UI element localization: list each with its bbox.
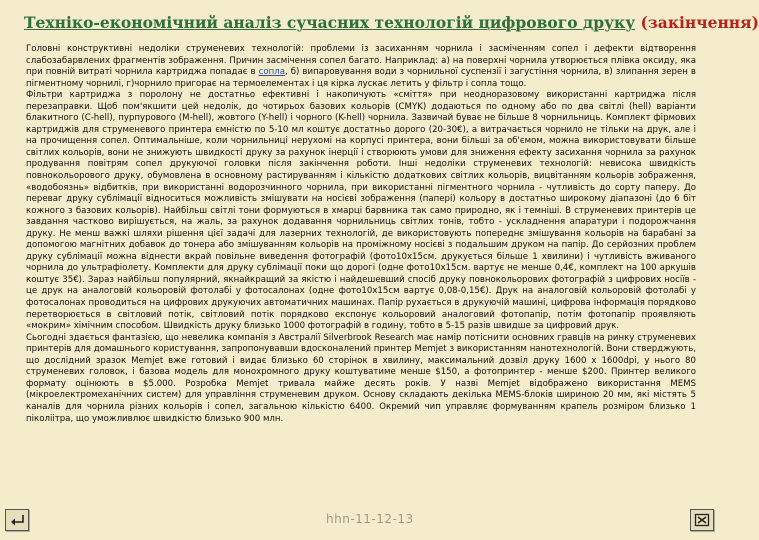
footer-watermark: hhn-11-12-13 [326, 512, 414, 526]
paragraph-memjet: Сьогодні здається фантазією, що невелика компанія з Австралії Silverbrook Research має намір потіснити основних гравців на ринку струменевих принтерів для домашнього користування, запропонувавши вдосконалений принтер Memjet з використанням нанотехнологій. Вони стверджують, що дослідний зразок Memjet вже готовий і видає близько 60 сторінок в хвилину, максимальний дозвіл друку 1600 х 1600dpi, у нього 80 струменевих головок, і базова модель для монохромного друку коштуватиме менше $150, а фотопринтер - менше $200. Принтер великого формату оцінюють в $5.000. Розробка Memjet тривала майже десять років. У назві Memjet відображено використання MEMS (мікроелектромеханічних систем) для управління струменевим друком. Основу складають декілька MEMS-блоків шириною 20 мм, які містять 5 каналів для чорнила різних кольорів і сопел, загальною кількістю 6400. Окремий чип управляє формуванням крапель розміром близько 1 піколіітра, що уможливлює швидкістю близько 900 млн. [26, 332, 696, 424]
slide-title-main: Техніко-економічний аналіз сучасних технологій цифрового друку [24, 13, 636, 32]
slide-body [26, 44, 696, 425]
slide-title-suffix: (закінчення) [640, 13, 759, 32]
slide-title [24, 13, 759, 33]
paragraph-problems-text-b: , б) випаровування води з чорнильної суспензії і загустіння чорнила, в) злипання зерен в пігментному чорнилі, г)чорнило пригорає на термоелементах і ця кірка лускає летить у фільтр і сопла тощо. [26, 67, 696, 89]
paragraph-problems-text-a: Головні конструктивні недоліки струменевих технологій: проблеми із засиханням чорнила і засміченням сопел і дефекти відтворення слабозабарвлених фрагментів зображення. Причин засмічення сопел багато. Наприклад: а) на поверхні чорнила утворюється плівка оксиду, яка при повній витраті чорнила картриджа попадає в [26, 44, 696, 78]
back-arrow-icon [9, 513, 25, 527]
nozzle-link[interactable]: сопла [258, 67, 285, 78]
paragraph-problems [26, 44, 696, 90]
close-slide-button[interactable] [690, 509, 714, 531]
close-icon [694, 513, 710, 527]
paragraph-filters: Фільтри картриджа з поролону не достатньо ефективні і накопичують «сміття» при неодноразовому використанні картриджа після перезаправки. Щоб пом'якшити цей недолік, до чотирьох базових кольорів (CMYK) додаються по одному або по два світлі (hell) варіанти блакитного (C-hell), пурпурового (M-hell), жовтого (Y-hell) і чорного (K-hell) чорнила. Зазвичай буває не більше 8 чорнильниць. Комплект фірмових картриджів для струменевого принтера ємністю по 5-10 мл коштує достатньо дорого (20-30€), а витрачається чорнило не тільки на друк, але і на прочищення сопел. Оптимальніше, коли чорнильниці нерухомі на корпусі принтера, вони більші за об'ємом, можна використовувати більше світлих кольорів, вони не знижують швидкості друку за рахунок інерції і створюють умови для зниження ефекту засихання чорнила за рахунок продування повітрям сопел друкуючої головки після закінчення роботи. Інші недоліки струменевих технологій: невисока швидкість повнокольорового друку, обумовлена в основному растируванням і кількістю додаткових світлих кольорів, вицвітанням кольорів зображення, «водобоязнь» відбитків, при використанні водорозчинного чорнила, при використанні пігментного чорнила - чутливість до сорту паперу. До переваг друку сублімації відноситься можливість змішувати на носієві зображення (папері) кольору в достатньо широкому діапазоні (до 6 біт кожного з базових кольорів). Найбільш світлі тони формуються в хмарці барвника так само природно, як і темніші. В струменевих принтерів це завдання частково вирішується, на жаль, за рахунок додавання чорнильниць світлих тонів, тобто - ускладнення апаратури і подорожчання друку. Не менш важкі шляхи рішення цієї задачі для лазерних технологій, де використовують попереднє змішування кольорів на барабані за допомогою магнітних добавок до тонера або змішуванням кольорів на проміжному носієві з подальшим друком на папір. До серйозних проблем друку сублімації можна віднести вкрай повільне виведення фотографій (фото10х15см. друкується більше 1 хвилини) і чутливість вживаного чорнила до ультрафіолету. Комплекти для друку сублімації поки що дорогі (одне фото10х15см. вартує не менше 0,4€, комплект на 100 аркушів коштує 35€). Зараз найбільш популярний, якнайкращий за якістю і найдешевший спосіб друку повнокольорових фотографій з цифрових носіїв - це друк на аналоговій кольоровій фотолабі у фотосалонах (одне фото10х15см вартує 0,08-0,15€). Друк на аналоговій кольоровій фотолабі у фотосалонах проводиться на цифрових друкуючих автоматичних машинах. Папір рухається в друкуючій машині, цифрова інформація порядково перетворюється в світловий потік, світловий потік порядково експонує кольоровий аналоговий фотопапір, потім фотопапір проявляють «мокрим» хімічним способом. Швидкість друку близько 1000 фотографій в годину, тобто в 5-15 разів швидше за цифровий друк. [26, 90, 696, 332]
prev-slide-button[interactable] [5, 509, 29, 531]
